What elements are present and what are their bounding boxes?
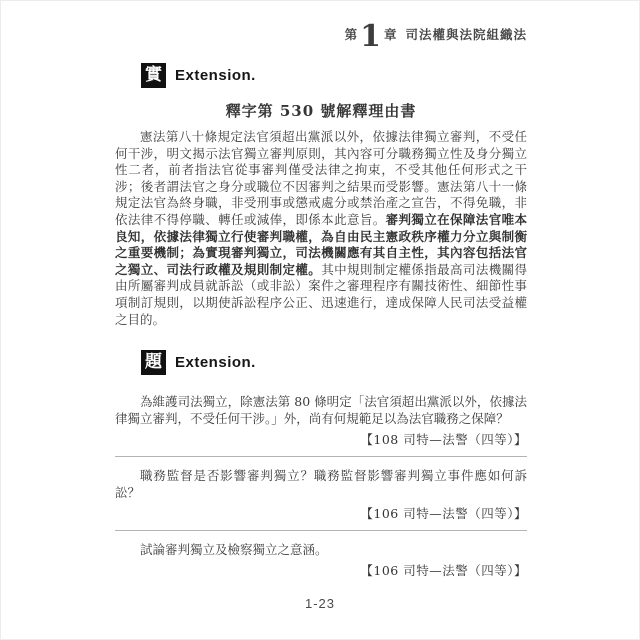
body-bold-part: 審判獨立在保障法官唯本良知，依據法律獨立行使審判職權，為自由民主憲政秩序權力分立與制衡之重要機制；為實現審判獨立，司法機關應有其自主性，其內容包括法官之獨立、司法行政權及規則制定權。 <box>115 211 527 277</box>
body-normal-part-1: 憲法第八十條規定法官須超出黨派以外，依據法律獨立審判，不受任何干涉，明文揭示法官獨立審判原則，其內容可分職務獨立性及身分獨立性二者，前者指法官從事審判僅受法律之拘束，不受其他任何形式之干涉；後者謂法官之身分或職位不因審判之結果而受影響。憲法第八十一條規定法官為終身職，非受刑事或懲戒處分或禁治產之宣告，不得免職，非依法律不得停職、轉任或減俸，即係本此意旨。 <box>115 129 527 227</box>
question-text: 職務監督是否影響審判獨立？職務監督影響審判獨立事件應如何訴訟？ <box>115 468 527 501</box>
chapter-suffix: 章 <box>383 28 398 42</box>
question-item-1 <box>115 383 527 456</box>
questions-extension-label: Extension. <box>175 354 256 372</box>
question-list <box>115 383 527 587</box>
content-column <box>115 1 527 587</box>
body-normal-part-2: 其中規則制定權係指最高司法機關得由所屬審判成員就訴訟（或非訟）案件之審理程序有關技術性、細節性事項制訂規則，以期使訴訟程序公正、迅速進行，達成保障人民司法受益權之目的。 <box>115 261 527 327</box>
chapter-prefix: 第 <box>344 28 359 42</box>
practice-extension-label: Extension. <box>175 67 256 84</box>
question-source: 【106 司特—法警（四等）】 <box>360 563 527 579</box>
question-item-3 <box>115 530 527 587</box>
question-text: 試論審判獨立及檢察獨立之意涵。 <box>140 542 328 558</box>
page-number: 1-23 <box>304 596 336 611</box>
question-item-2 <box>115 456 527 530</box>
questions-badge-icon: 題 <box>141 350 166 375</box>
question-source: 【108 司特—法警（四等）】 <box>360 432 527 448</box>
practice-extension-heading <box>141 63 527 88</box>
chapter-number: 1 <box>360 19 382 54</box>
practice-badge-icon: 實 <box>141 63 166 88</box>
chapter-title: 司法權與法院組織法 <box>405 28 527 42</box>
interpretation-body <box>115 129 527 328</box>
question-text: 為維護司法獨立，除憲法第 80 條明定「法官須超出黨派以外，依據法律獨立審判，不受任何干涉。」外，尚有何規範足以為法官職務之保障？ <box>115 394 527 427</box>
question-source: 【106 司特—法警（四等）】 <box>360 506 527 522</box>
questions-extension-heading <box>141 350 527 375</box>
interpretation-title: 釋字第 530 號解釋理由書 <box>225 102 417 120</box>
